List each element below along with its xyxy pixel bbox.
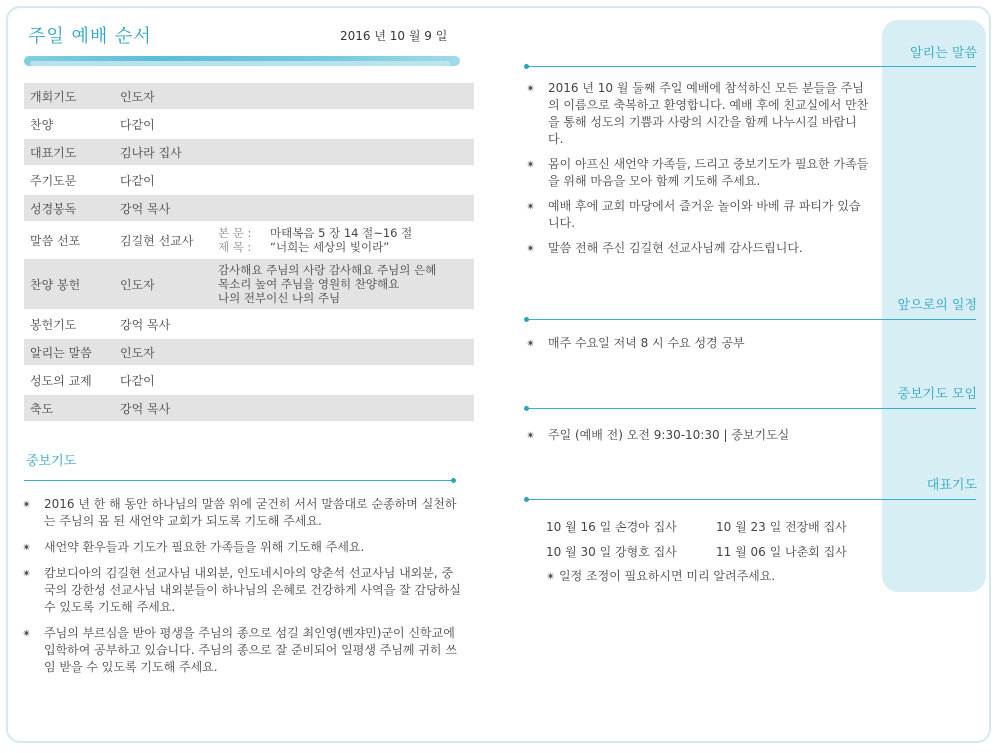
page-title: 주일 예배 순서 <box>28 26 152 47</box>
order-item: 개회기도 <box>24 83 114 109</box>
order-detail <box>212 311 474 337</box>
order-item: 봉헌기도 <box>30 317 77 332</box>
order-row <box>24 139 474 165</box>
bullet-icon: ✴ <box>22 627 32 640</box>
order-person: 김나라 집사 <box>114 139 212 165</box>
sermon-detail-text: “너희는 세상의 빛이라” <box>270 240 390 254</box>
upcoming-rule-dot <box>524 317 529 322</box>
order-detail <box>212 259 474 309</box>
list-item-text: 2016 년 10 월 둘째 주일 예배에 참석하신 모든 분들을 주님의 이름으로 축복하고 환영합니다. 예배 후에 친교실에서 만찬을 통해 성도의 기쁨과 사랑의 시간을 함께 나누시길 바랍니다. <box>548 81 869 146</box>
rep-prayer-rule <box>526 499 976 500</box>
list-item-text: 새언약 환우들과 기도가 필요한 가족들을 위해 기도해 주세요. <box>44 540 365 554</box>
prayer-section-title: 중보기도 <box>26 454 77 469</box>
list-item <box>22 496 462 530</box>
prayer-list <box>22 496 462 685</box>
bullet-icon: ✴ <box>526 200 536 213</box>
list-item-text: 예배 후에 교회 마당에서 즐거운 놀이와 바베 큐 파티가 있습니다. <box>548 199 861 230</box>
list-item <box>526 427 866 444</box>
sermon-detail-label: 본 문 : <box>218 226 252 240</box>
order-item: 성경봉독 <box>24 195 114 221</box>
rep-prayer-entry: 11 월 06 일 나춘회 집사 <box>716 545 847 559</box>
prayer-meeting-rule-dot <box>524 406 529 411</box>
list-item <box>526 335 866 352</box>
list-item-text: 주일 (예배 전) 오전 9:30-10:30 | 중보기도실 <box>548 428 790 442</box>
upcoming-rule <box>526 319 976 320</box>
prayer-meeting-list <box>526 427 866 444</box>
order-item: 대표기도 <box>24 139 114 165</box>
order-row <box>24 195 474 221</box>
order-detail <box>212 339 474 365</box>
list-item <box>526 156 871 190</box>
order-detail <box>212 111 474 137</box>
announcements-rule-dot <box>524 64 529 69</box>
bullet-icon: ✴ <box>526 82 536 95</box>
order-detail <box>212 167 474 193</box>
list-item <box>22 565 462 616</box>
order-row <box>24 311 474 337</box>
order-person: 다같이 <box>120 173 155 188</box>
worship-order-table <box>24 81 474 423</box>
rep-prayer-row <box>546 518 847 535</box>
order-row <box>24 83 474 109</box>
bullet-icon: ✴ <box>526 158 536 171</box>
order-item: 찬양 <box>30 117 54 132</box>
hymn-lyric-line: 목소리 높여 주님을 영원히 찬양해요 <box>218 277 400 291</box>
prayer-meeting-title: 중보기도 모임 <box>897 387 977 402</box>
rep-prayer-entry: 10 월 23 일 전장배 집사 <box>716 520 847 534</box>
order-row <box>24 339 474 365</box>
order-row <box>24 395 474 421</box>
order-item: 알리는 말씀 <box>24 339 114 365</box>
list-item-text: 캄보디아의 김길현 선교사님 내외분, 인도네시아의 양춘석 선교사님 내외분, 중국의 강한성 선교사님 내외분들이 하나님의 은혜로 건강하게 사역을 잘 감당하실 수 있도록 기도해 주세요. <box>44 566 461 614</box>
rep-prayer-rule-dot <box>524 497 529 502</box>
order-detail <box>212 195 474 221</box>
order-row <box>24 167 474 193</box>
order-detail <box>212 139 474 165</box>
sermon-detail-text: 마태복음 5 장 14 절~16 절 <box>270 226 413 240</box>
order-person: 인도자 <box>114 83 212 109</box>
bullet-icon: ✴ <box>22 541 32 554</box>
bullet-icon: ✴ <box>546 570 556 583</box>
list-item-text: 몸이 아프신 새언약 가족들, 드리고 중보기도가 필요한 가족들을 위해 마음을 모아 함께 기도해 주세요. <box>548 157 869 188</box>
list-item-text: 2016 년 한 해 동안 하나님의 말씀 위에 굳건히 서서 말씀대로 순종하며 실천하는 주님의 몸 된 새언약 교회가 되도록 기도해 주세요. <box>44 497 457 528</box>
rep-prayer-entry: 10 월 30 일 강형호 집사 <box>546 545 677 559</box>
order-item: 말씀 선포 <box>30 233 81 248</box>
prayer-section-rule <box>24 480 454 481</box>
bullet-icon: ✴ <box>526 429 536 442</box>
announcements-list <box>526 80 871 265</box>
upcoming-title: 앞으로의 일정 <box>897 298 977 313</box>
order-person: 다같이 <box>120 373 155 388</box>
upcoming-list <box>526 335 866 352</box>
prayer-meeting-rule <box>526 408 976 409</box>
order-person: 강억 목사 <box>114 195 212 221</box>
list-item-text: 주님의 부르심을 받아 평생을 주님의 종으로 섬길 최인영(벤쟈민)군이 신학교에 입학하여 공부하고 있습니다. 주님의 종으로 잘 준비되어 일평생 주님께 귀히 쓰임 받을 수 있도록 기도해 주세요. <box>44 626 457 674</box>
order-person: 강억 목사 <box>120 317 171 332</box>
order-person: 인도자 <box>114 339 212 365</box>
order-item: 찬양 봉헌 <box>24 259 114 309</box>
order-row <box>24 223 474 257</box>
order-person: 다같이 <box>120 117 155 132</box>
sermon-detail-label: 제 목 : <box>218 240 252 254</box>
order-detail <box>212 367 474 393</box>
order-detail <box>212 223 474 257</box>
list-item <box>22 539 462 556</box>
rep-prayer-title: 대표기도 <box>926 478 977 493</box>
bullet-icon: ✴ <box>526 337 536 350</box>
list-item <box>22 625 462 676</box>
order-person: 인도자 <box>114 259 212 309</box>
hymn-lyric-line: 감사해요 주님의 사랑 감사해요 주님의 은혜 <box>218 263 437 277</box>
prayer-rule-dot <box>451 478 456 483</box>
list-item <box>526 80 871 148</box>
service-date: 2016 년 10 월 9 일 <box>340 29 448 43</box>
list-item <box>526 198 871 232</box>
order-item: 성도의 교제 <box>30 373 92 388</box>
order-person: 김길현 선교사 <box>120 233 194 248</box>
list-item-text: 말씀 전해 주신 김길현 선교사님께 감사드립니다. <box>548 241 803 255</box>
list-item-text: 매주 수요일 저녁 8 시 수요 성경 공부 <box>548 336 745 350</box>
order-row <box>24 367 474 393</box>
rep-prayer-entry: 10 월 16 일 손경아 집사 <box>546 520 677 534</box>
hymn-lyric-line: 나의 전부이신 나의 주님 <box>218 291 341 305</box>
order-person: 강억 목사 <box>114 395 212 421</box>
order-row <box>24 259 474 309</box>
rep-prayer-row <box>546 543 847 560</box>
bullet-icon: ✴ <box>22 498 32 511</box>
order-item: 축도 <box>24 395 114 421</box>
bullet-icon: ✴ <box>22 567 32 580</box>
order-row <box>24 111 474 137</box>
bullet-icon: ✴ <box>526 242 536 255</box>
announcements-rule <box>526 66 976 67</box>
rep-prayer-note-text: 일정 조정이 필요하시면 미리 알려주세요. <box>559 569 776 583</box>
list-item <box>526 240 871 257</box>
order-detail <box>212 83 474 109</box>
order-item: 주기도문 <box>30 173 77 188</box>
rep-prayer-note <box>546 567 775 584</box>
announcements-title: 알리는 말씀 <box>910 46 977 61</box>
order-detail <box>212 395 474 421</box>
brush-stroke-highlight <box>30 61 450 66</box>
